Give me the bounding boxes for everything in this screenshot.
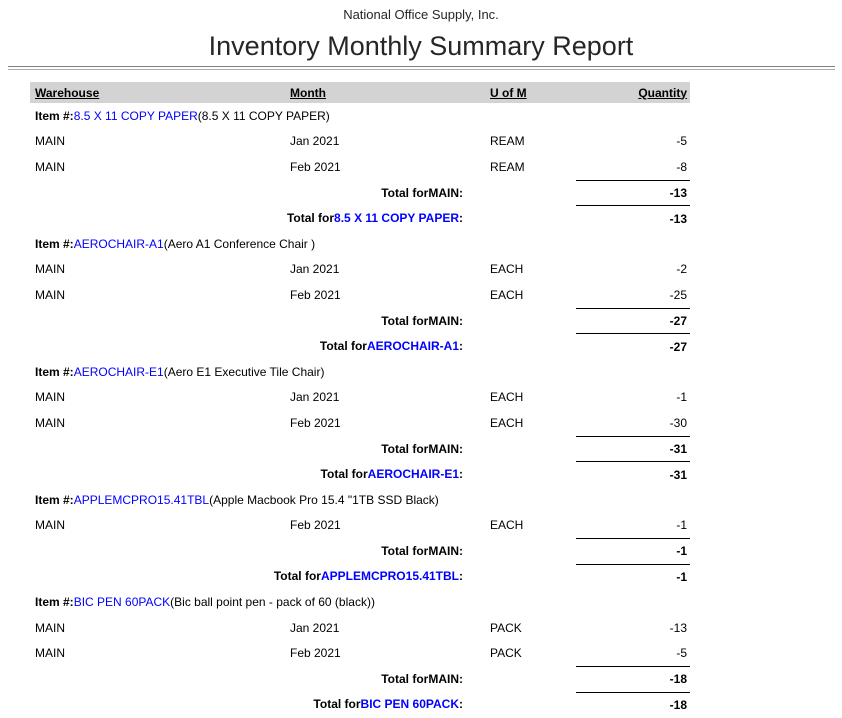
quantity-cell: -8 bbox=[676, 159, 687, 174]
uom-cell: EACH bbox=[490, 287, 524, 302]
quantity-cell: -1 bbox=[676, 518, 687, 533]
item-code: AEROCHAIR-A1 bbox=[73, 236, 164, 251]
total-name: BIC PEN 60PACK bbox=[360, 697, 459, 712]
item-code: 8.5 X 11 COPY PAPER bbox=[73, 108, 198, 123]
uom-cell: EACH bbox=[490, 390, 524, 405]
total-quantity: -31 bbox=[576, 461, 690, 487]
total-quantity: -18 bbox=[576, 666, 690, 692]
total-label bbox=[30, 461, 463, 487]
quantity-cell: -5 bbox=[676, 646, 687, 661]
report-table bbox=[30, 82, 690, 717]
item-header bbox=[30, 103, 690, 129]
warehouse-cell: MAIN bbox=[35, 287, 65, 302]
total-colon: : bbox=[459, 467, 463, 482]
item-description: (Aero E1 Executive Tile Chair) bbox=[163, 364, 325, 379]
total-prefix: Total for bbox=[381, 671, 429, 686]
detail-row bbox=[30, 410, 690, 436]
column-header-month: Month bbox=[290, 85, 326, 100]
header-divider bbox=[8, 66, 835, 70]
report-title: Inventory Monthly Summary Report bbox=[208, 31, 634, 61]
warehouse-cell: MAIN bbox=[35, 159, 65, 174]
warehouse-cell: MAIN bbox=[35, 390, 65, 405]
total-name: 8.5 X 11 COPY PAPER bbox=[334, 211, 459, 226]
column-header-row bbox=[30, 82, 690, 103]
total-spacer bbox=[463, 436, 576, 462]
total-colon: : bbox=[459, 185, 463, 200]
detail-row bbox=[30, 282, 690, 308]
quantity-cell: -1 bbox=[676, 390, 687, 405]
month-cell: Jan 2021 bbox=[290, 262, 340, 277]
total-colon: : bbox=[459, 441, 463, 456]
total-label bbox=[30, 538, 463, 564]
item-header bbox=[30, 487, 690, 513]
total-quantity: -1 bbox=[576, 538, 690, 564]
total-name: MAIN bbox=[428, 185, 459, 200]
warehouse-total-row bbox=[30, 666, 690, 692]
uom-cell: REAM bbox=[490, 134, 525, 149]
item-code: BIC PEN 60PACK bbox=[73, 595, 171, 610]
quantity-cell: -30 bbox=[669, 415, 687, 430]
warehouse-cell: MAIN bbox=[35, 646, 65, 661]
column-header-uom: U of M bbox=[490, 85, 527, 100]
total-prefix: Total for bbox=[381, 441, 429, 456]
column-header-warehouse: Warehouse bbox=[35, 85, 100, 100]
warehouse-cell: MAIN bbox=[35, 415, 65, 430]
total-label bbox=[30, 666, 463, 692]
total-name: MAIN bbox=[428, 543, 459, 558]
item-total-row bbox=[30, 692, 690, 718]
total-colon: : bbox=[459, 697, 463, 712]
total-label bbox=[30, 308, 463, 334]
total-spacer bbox=[463, 692, 576, 718]
total-colon: : bbox=[459, 211, 463, 226]
month-cell: Feb 2021 bbox=[290, 287, 341, 302]
warehouse-total-row bbox=[30, 436, 690, 462]
month-cell: Jan 2021 bbox=[290, 134, 340, 149]
item-header bbox=[30, 359, 690, 385]
month-cell: Jan 2021 bbox=[290, 620, 340, 635]
item-total-row bbox=[30, 205, 690, 231]
detail-row bbox=[30, 615, 690, 641]
total-spacer bbox=[463, 333, 576, 359]
detail-row bbox=[30, 154, 690, 180]
total-spacer bbox=[463, 180, 576, 206]
item-number-label: Item #: bbox=[35, 108, 74, 123]
detail-row bbox=[30, 513, 690, 539]
total-quantity: -1 bbox=[576, 564, 690, 590]
column-header-quantity: Quantity bbox=[638, 85, 687, 100]
item-description: (8.5 X 11 COPY PAPER) bbox=[197, 108, 330, 123]
item-description: (Bic ball point pen - pack of 60 (black)) bbox=[170, 595, 375, 610]
total-spacer bbox=[463, 564, 576, 590]
total-name: MAIN bbox=[428, 671, 459, 686]
warehouse-total-row bbox=[30, 538, 690, 564]
total-quantity: -13 bbox=[576, 180, 690, 206]
quantity-cell: -2 bbox=[676, 262, 687, 277]
total-label bbox=[30, 564, 463, 590]
item-code: APPLEMCPRO15.41TBL bbox=[73, 492, 210, 507]
item-number-label: Item #: bbox=[35, 492, 74, 507]
total-label bbox=[30, 333, 463, 359]
total-name: AEROCHAIR-A1 bbox=[366, 339, 459, 354]
total-prefix: Total for bbox=[313, 697, 361, 712]
total-label bbox=[30, 436, 463, 462]
total-colon: : bbox=[459, 313, 463, 328]
item-number-label: Item #: bbox=[35, 364, 74, 379]
warehouse-cell: MAIN bbox=[35, 262, 65, 277]
total-name: AEROCHAIR-E1 bbox=[367, 467, 459, 482]
total-colon: : bbox=[459, 543, 463, 558]
total-prefix: Total for bbox=[273, 569, 321, 584]
total-quantity: -31 bbox=[576, 436, 690, 462]
item-total-row bbox=[30, 461, 690, 487]
warehouse-total-row bbox=[30, 308, 690, 334]
item-total-row bbox=[30, 564, 690, 590]
warehouse-cell: MAIN bbox=[35, 134, 65, 149]
quantity-cell: -13 bbox=[669, 620, 687, 635]
total-spacer bbox=[463, 538, 576, 564]
total-spacer bbox=[463, 461, 576, 487]
detail-row bbox=[30, 257, 690, 283]
item-code: AEROCHAIR-E1 bbox=[73, 364, 164, 379]
total-label bbox=[30, 180, 463, 206]
total-colon: : bbox=[459, 569, 463, 584]
total-prefix: Total for bbox=[319, 339, 367, 354]
total-quantity: -27 bbox=[576, 308, 690, 334]
total-prefix: Total for bbox=[381, 543, 429, 558]
total-name: APPLEMCPRO15.41TBL bbox=[320, 569, 459, 584]
warehouse-cell: MAIN bbox=[35, 620, 65, 635]
total-label bbox=[30, 692, 463, 718]
total-prefix: Total for bbox=[381, 185, 429, 200]
report-body bbox=[30, 103, 690, 717]
detail-row bbox=[30, 385, 690, 411]
detail-row bbox=[30, 129, 690, 155]
item-description: (Aero A1 Conference Chair ) bbox=[163, 236, 316, 251]
uom-cell: EACH bbox=[490, 262, 524, 277]
total-quantity: -13 bbox=[576, 205, 690, 231]
month-cell: Feb 2021 bbox=[290, 159, 341, 174]
month-cell: Feb 2021 bbox=[290, 415, 341, 430]
uom-cell: EACH bbox=[490, 415, 524, 430]
uom-cell: EACH bbox=[490, 518, 524, 533]
month-cell: Jan 2021 bbox=[290, 390, 340, 405]
total-spacer bbox=[463, 666, 576, 692]
total-prefix: Total for bbox=[286, 211, 335, 226]
total-spacer bbox=[463, 205, 576, 231]
total-prefix: Total for bbox=[320, 467, 368, 482]
uom-cell: REAM bbox=[490, 159, 525, 174]
month-cell: Feb 2021 bbox=[290, 518, 341, 533]
warehouse-cell: MAIN bbox=[35, 518, 65, 533]
uom-cell: PACK bbox=[490, 646, 522, 661]
item-number-label: Item #: bbox=[35, 595, 74, 610]
total-name: MAIN bbox=[428, 313, 459, 328]
total-prefix: Total for bbox=[381, 313, 429, 328]
item-total-row bbox=[30, 333, 690, 359]
total-quantity: -27 bbox=[576, 333, 690, 359]
item-header bbox=[30, 231, 690, 257]
total-name: MAIN bbox=[428, 441, 459, 456]
month-cell: Feb 2021 bbox=[290, 646, 341, 661]
warehouse-total-row bbox=[30, 180, 690, 206]
total-spacer bbox=[463, 308, 576, 334]
total-quantity: -18 bbox=[576, 692, 690, 718]
total-colon: : bbox=[459, 339, 463, 354]
company-name: National Office Supply, Inc. bbox=[343, 7, 499, 22]
quantity-cell: -5 bbox=[676, 134, 687, 149]
item-number-label: Item #: bbox=[35, 236, 74, 251]
detail-row bbox=[30, 640, 690, 666]
quantity-cell: -25 bbox=[669, 287, 687, 302]
item-description: (Apple Macbook Pro 15.4 "1TB SSD Black) bbox=[209, 492, 439, 507]
uom-cell: PACK bbox=[490, 620, 522, 635]
total-label bbox=[30, 205, 463, 231]
item-header bbox=[30, 589, 690, 615]
total-colon: : bbox=[459, 671, 463, 686]
